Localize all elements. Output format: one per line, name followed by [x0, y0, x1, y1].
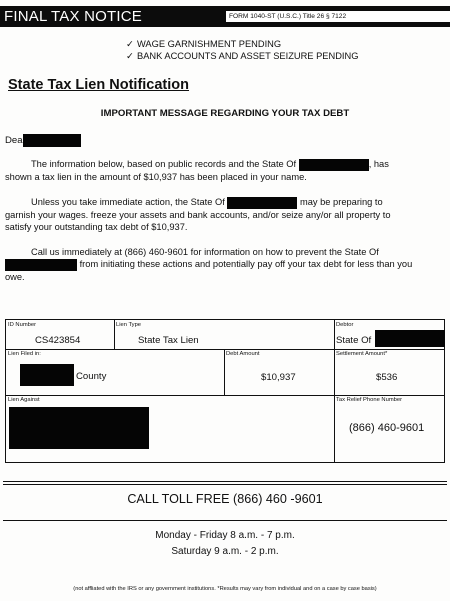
redacted-state: [5, 259, 77, 271]
paragraph-warning: [5, 196, 441, 233]
hours-saturday: Saturday 9 a.m. - 2 p.m.: [171, 546, 279, 557]
paragraph-text: Unless you take immediate action, the State Of: [31, 197, 225, 207]
field-label: Debt Amount: [226, 351, 260, 357]
field-label: Lien Filed in:: [8, 351, 41, 357]
section-divider: [3, 481, 447, 482]
paragraph-text: from initiating these actions and potentially pay off your tax debt for less than you: [79, 259, 413, 269]
cell-lien-type: [114, 320, 334, 349]
paragraph-text: satisfy your outstanding tax debt of $10,937.: [5, 221, 188, 232]
cell-settlement-amount: [334, 349, 444, 395]
checkmark-icon: ✓: [126, 51, 134, 61]
field-label: ID Number: [8, 322, 37, 328]
field-label: Lien Type: [116, 322, 142, 328]
paragraph-text: , has: [368, 159, 389, 169]
message-subheading: IMPORTANT MESSAGE REGARDING YOUR TAX DEBT: [100, 108, 350, 119]
paragraph-text: garnish your wages. freeze your assets and bank accounts, and/or seize any/or all property to: [5, 209, 391, 220]
redacted-recipient-name: [23, 134, 81, 147]
redacted-state: [299, 159, 369, 171]
page-heading: State Tax Lien Notification: [8, 77, 190, 93]
cell-lien-against: [6, 395, 334, 462]
redacted-lien-against: [9, 407, 149, 449]
field-label: Tax Relief Phone Number: [336, 397, 403, 403]
settlement-amount-value: $536: [376, 372, 398, 383]
cell-debt-amount: [224, 349, 334, 395]
paragraph-text: The information below, based on public records and the State Of: [31, 159, 297, 169]
redacted-county: [20, 364, 74, 386]
hours-weekday: Monday - Friday 8 a.m. - 7 p.m.: [155, 530, 295, 541]
field-label: Debtor: [336, 322, 354, 328]
check-item-wage-garnishment: [126, 38, 358, 50]
paragraph-text: owe.: [5, 271, 25, 282]
paragraph-lien-info: [5, 158, 441, 183]
id-number-value: CS423854: [35, 335, 81, 346]
lien-details-table: [5, 319, 445, 463]
section-divider: [3, 484, 447, 485]
redacted-state: [227, 197, 297, 209]
paragraph-text: may be preparing to: [299, 197, 383, 207]
paragraph-call-to-action: [5, 246, 441, 283]
check-item-label: WAGE GARNISHMENT PENDING: [137, 39, 282, 49]
paragraph-text: Call us immediately at (866) 460-9601 for information on how to prevent the State Of: [31, 247, 379, 257]
debt-amount-value: $10,937: [261, 372, 296, 383]
check-item-label: BANK ACCOUNTS AND ASSET SEIZURE PENDING: [137, 51, 359, 61]
field-label: Lien Against: [8, 397, 40, 403]
pending-actions-list: [126, 38, 358, 62]
cell-debtor: [334, 320, 444, 349]
call-toll-free: CALL TOLL FREE (866) 460 -9601: [127, 492, 323, 506]
county-value: County: [76, 371, 107, 382]
debtor-value: State Of: [336, 335, 372, 346]
salutation-text: Dea: [5, 135, 23, 147]
disclaimer: (not affliated with the IRS or any government institutions. *Results may vary from individual and on a case by case basis): [73, 586, 377, 592]
checkmark-icon: ✓: [126, 39, 134, 49]
cell-id-number: [6, 320, 114, 349]
salutation: [5, 134, 81, 147]
paragraph-text: shown a tax lien in the amount of $10,937 has been placed in your name.: [5, 171, 307, 182]
notice-title: FINAL TAX NOTICE: [4, 8, 142, 25]
field-label: Settlement Amount*: [336, 351, 388, 357]
check-item-asset-seizure: [126, 50, 358, 62]
form-reference: FORM 1040-ST (U.S.C.) Title 26 § 7122: [226, 11, 450, 22]
tax-relief-phone-value: (866) 460-9601: [349, 422, 425, 434]
section-divider: [3, 520, 447, 521]
cell-lien-filed: [6, 349, 224, 395]
redacted-debtor-state: [375, 330, 445, 347]
lien-type-value: State Tax Lien: [138, 335, 199, 346]
cell-tax-relief-phone: [334, 395, 444, 462]
